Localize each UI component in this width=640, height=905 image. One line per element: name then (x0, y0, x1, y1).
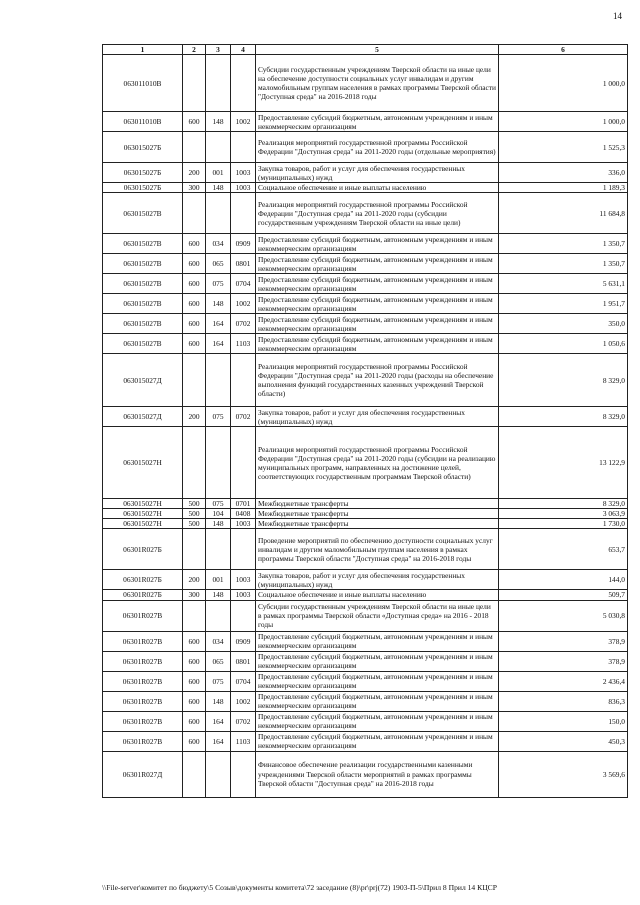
code-cell: 06301R027Д (103, 751, 183, 797)
table-row (103, 274, 628, 294)
table-row (103, 427, 628, 499)
subsection-code-cell (231, 529, 256, 570)
table-row (103, 334, 628, 354)
ministry-code-cell: 164 (206, 314, 231, 334)
table-row (103, 731, 628, 751)
description-cell: Предоставление субсидий бюджетным, автономным учреждениям и иным некоммерческим организациям (256, 334, 499, 354)
amount-cell: 11 684,8 (499, 193, 628, 234)
section-code-cell: 600 (183, 631, 206, 651)
subsection-code-cell: 0701 (231, 499, 256, 509)
description-cell: Предоставление субсидий бюджетным, автономным учреждениям и иным некоммерческим организациям (256, 671, 499, 691)
header-cell-3: 3 (206, 45, 231, 55)
header-cell-1: 1 (103, 45, 183, 55)
code-cell: 063015027В (103, 234, 183, 254)
description-cell: Предоставление субсидий бюджетным, автономным учреждениям и иным некоммерческим организациям (256, 112, 499, 132)
ministry-code-cell: 148 (206, 590, 231, 600)
table-row (103, 751, 628, 797)
table-row (103, 499, 628, 509)
subsection-code-cell: 0702 (231, 407, 256, 427)
subsection-code-cell: 1002 (231, 112, 256, 132)
header-cell-2: 2 (183, 45, 206, 55)
code-cell: 06301R027В (103, 651, 183, 671)
subsection-code-cell: 1002 (231, 294, 256, 314)
table-row (103, 509, 628, 519)
ministry-code-cell: 164 (206, 334, 231, 354)
section-code-cell: 200 (183, 570, 206, 590)
ministry-code-cell: 075 (206, 499, 231, 509)
description-cell: Предоставление субсидий бюджетным, автономным учреждениям и иным некоммерческим организациям (256, 691, 499, 711)
code-cell: 063015027Б (103, 132, 183, 163)
section-code-cell: 300 (183, 183, 206, 193)
description-cell: Субсидии государственным учреждениям Тверской области на иные цели в рамках программы Тверской области «Доступная среда» на 2016 - 2018 годы (256, 600, 499, 631)
code-cell: 063015027Д (103, 354, 183, 407)
subsection-code-cell: 1103 (231, 334, 256, 354)
subsection-code-cell (231, 132, 256, 163)
amount-cell: 836,3 (499, 691, 628, 711)
section-code-cell: 600 (183, 671, 206, 691)
table-row (103, 651, 628, 671)
code-cell: 06301R027В (103, 691, 183, 711)
subsection-code-cell: 0702 (231, 314, 256, 334)
subsection-code-cell: 0909 (231, 234, 256, 254)
ministry-code-cell: 034 (206, 234, 231, 254)
subsection-code-cell: 1003 (231, 570, 256, 590)
amount-cell: 8 329,0 (499, 354, 628, 407)
code-cell: 063015027В (103, 254, 183, 274)
ministry-code-cell (206, 600, 231, 631)
table-row (103, 671, 628, 691)
amount-cell: 8 329,0 (499, 407, 628, 427)
amount-cell: 3 063,9 (499, 509, 628, 519)
amount-cell: 1 189,3 (499, 183, 628, 193)
description-cell: Реализация мероприятий государственной программы Российской Федерации "Доступная среда" на 2011-2020 годы (субсидии государственным учреждениям Тверской области на иные цели) (256, 193, 499, 234)
code-cell: 063011010В (103, 112, 183, 132)
table-row (103, 294, 628, 314)
subsection-code-cell (231, 751, 256, 797)
ministry-code-cell (206, 751, 231, 797)
subsection-code-cell: 1003 (231, 183, 256, 193)
description-cell: Социальное обеспечение и иные выплаты населению (256, 183, 499, 193)
subsection-code-cell: 1003 (231, 519, 256, 529)
code-cell: 063015027В (103, 294, 183, 314)
table-row (103, 183, 628, 193)
description-cell: Предоставление субсидий бюджетным, автономным учреждениям и иным некоммерческим организациям (256, 651, 499, 671)
description-cell: Финансовое обеспечение реализации государственными казенными учреждениями Тверской области мероприятий в рамках программы Тверской области "Доступная среда" на 2016-2018 годы (256, 751, 499, 797)
table-row (103, 570, 628, 590)
section-code-cell (183, 751, 206, 797)
ministry-code-cell: 075 (206, 671, 231, 691)
amount-cell: 144,0 (499, 570, 628, 590)
table-row (103, 529, 628, 570)
amount-cell: 1 350,7 (499, 254, 628, 274)
code-cell: 063015027В (103, 334, 183, 354)
ministry-code-cell: 075 (206, 274, 231, 294)
table-row (103, 631, 628, 651)
subsection-code-cell: 0909 (231, 631, 256, 651)
section-code-cell: 200 (183, 407, 206, 427)
code-cell: 063015027Б (103, 183, 183, 193)
ministry-code-cell: 148 (206, 112, 231, 132)
header-cell-4: 4 (231, 45, 256, 55)
ministry-code-cell (206, 132, 231, 163)
subsection-code-cell: 1103 (231, 731, 256, 751)
section-code-cell: 600 (183, 711, 206, 731)
amount-cell: 1 000,0 (499, 112, 628, 132)
section-code-cell (183, 529, 206, 570)
table-row (103, 519, 628, 529)
amount-cell: 350,0 (499, 314, 628, 334)
description-cell: Предоставление субсидий бюджетным, автономным учреждениям и иным некоммерческим организациям (256, 711, 499, 731)
table-row (103, 193, 628, 234)
ministry-code-cell: 148 (206, 691, 231, 711)
description-cell: Закупка товаров, работ и услуг для обеспечения государственных (муниципальных) нужд (256, 570, 499, 590)
subsection-code-cell: 1002 (231, 691, 256, 711)
amount-cell: 336,0 (499, 163, 628, 183)
amount-cell: 1 000,0 (499, 55, 628, 112)
description-cell: Реализация мероприятий государственной программы Российской Федерации "Доступная среда" на 2011-2020 годы (расходы на обеспечение выполнения функций государственных казенных учреждений Тверской области) (256, 354, 499, 407)
description-cell: Предоставление субсидий бюджетным, автономным учреждениям и иным некоммерческим организациям (256, 314, 499, 334)
description-cell: Межбюджетные трансферты (256, 509, 499, 519)
table-row (103, 354, 628, 407)
code-cell: 06301R027В (103, 711, 183, 731)
description-cell: Предоставление субсидий бюджетным, автономным учреждениям и иным некоммерческим организациям (256, 731, 499, 751)
ministry-code-cell: 001 (206, 163, 231, 183)
code-cell: 063015027Н (103, 427, 183, 499)
ministry-code-cell: 148 (206, 294, 231, 314)
ministry-code-cell (206, 529, 231, 570)
section-code-cell: 500 (183, 519, 206, 529)
code-cell: 06301R027Б (103, 570, 183, 590)
amount-cell: 509,7 (499, 590, 628, 600)
table-row (103, 132, 628, 163)
amount-cell: 1 050,6 (499, 334, 628, 354)
section-code-cell: 600 (183, 691, 206, 711)
amount-cell: 1 951,7 (499, 294, 628, 314)
section-code-cell: 600 (183, 731, 206, 751)
description-cell: Межбюджетные трансферты (256, 499, 499, 509)
header-row (103, 45, 628, 55)
description-cell: Реализация мероприятий государственной программы Российской Федерации "Доступная среда" на 2011-2020 годы (отдельные мероприятия) (256, 132, 499, 163)
ministry-code-cell: 065 (206, 651, 231, 671)
section-code-cell: 200 (183, 163, 206, 183)
amount-cell: 3 569,6 (499, 751, 628, 797)
description-cell: Проведение мероприятий по обеспечению доступности социальных услуг инвалидам и другим маломобильным группам населения в рамках программы Тверской области "Доступная среда" на 2016-2018 годы (256, 529, 499, 570)
description-cell: Закупка товаров, работ и услуг для обеспечения государственных (муниципальных) нужд (256, 407, 499, 427)
subsection-code-cell (231, 193, 256, 234)
code-cell: 063015027Н (103, 499, 183, 509)
ministry-code-cell: 065 (206, 254, 231, 274)
code-cell: 063015027В (103, 314, 183, 334)
section-code-cell (183, 600, 206, 631)
amount-cell: 150,0 (499, 711, 628, 731)
amount-cell: 1 350,7 (499, 234, 628, 254)
ministry-code-cell: 104 (206, 509, 231, 519)
header-cell-5: 5 (256, 45, 499, 55)
description-cell: Предоставление субсидий бюджетным, автономным учреждениям и иным некоммерческим организациям (256, 274, 499, 294)
section-code-cell: 600 (183, 334, 206, 354)
code-cell: 063015027Д (103, 407, 183, 427)
amount-cell: 378,9 (499, 651, 628, 671)
table-body (103, 55, 628, 797)
ministry-code-cell (206, 354, 231, 407)
description-cell: Предоставление субсидий бюджетным, автономным учреждениям и иным некоммерческим организациям (256, 294, 499, 314)
table-row (103, 691, 628, 711)
code-cell: 063015027Б (103, 163, 183, 183)
ministry-code-cell: 148 (206, 519, 231, 529)
code-cell: 063011010В (103, 55, 183, 112)
ministry-code-cell (206, 55, 231, 112)
amount-cell: 1 525,3 (499, 132, 628, 163)
description-cell: Предоставление субсидий бюджетным, автономным учреждениям и иным некоммерческим организациям (256, 254, 499, 274)
subsection-code-cell: 0704 (231, 671, 256, 691)
amount-cell: 13 122,9 (499, 427, 628, 499)
amount-cell: 378,9 (499, 631, 628, 651)
description-cell: Предоставление субсидий бюджетным, автономным учреждениям и иным некоммерческим организациям (256, 631, 499, 651)
table-row (103, 112, 628, 132)
ministry-code-cell: 034 (206, 631, 231, 651)
code-cell: 06301R027Б (103, 529, 183, 570)
code-cell: 063015027Н (103, 519, 183, 529)
amount-cell: 5 030,8 (499, 600, 628, 631)
page-number: 14 (613, 11, 622, 21)
description-cell: Субсидии государственным учреждениям Тверской области на иные цели на обеспечение доступности социальных услуг инвалидам и другим маломобильным группам населения в рамках программы Тверской области "Доступная среда" на 2016-2018 годы (256, 55, 499, 112)
table-row (103, 600, 628, 631)
section-code-cell (183, 132, 206, 163)
table-row (103, 55, 628, 112)
header-cell-6: 6 (499, 45, 628, 55)
section-code-cell: 600 (183, 112, 206, 132)
subsection-code-cell: 0801 (231, 254, 256, 274)
code-cell: 06301R027В (103, 600, 183, 631)
subsection-code-cell: 1003 (231, 163, 256, 183)
ministry-code-cell (206, 193, 231, 234)
section-code-cell: 600 (183, 651, 206, 671)
code-cell: 063015027В (103, 274, 183, 294)
ministry-code-cell (206, 427, 231, 499)
section-code-cell (183, 55, 206, 112)
code-cell: 06301R027В (103, 671, 183, 691)
amount-cell: 8 329,0 (499, 499, 628, 509)
code-cell: 06301R027В (103, 731, 183, 751)
ministry-code-cell: 148 (206, 183, 231, 193)
subsection-code-cell: 0702 (231, 711, 256, 731)
code-cell: 06301R027В (103, 631, 183, 651)
amount-cell: 653,7 (499, 529, 628, 570)
table-row (103, 234, 628, 254)
description-cell: Социальное обеспечение и иные выплаты населению (256, 590, 499, 600)
code-cell: 06301R027Б (103, 590, 183, 600)
amount-cell: 450,3 (499, 731, 628, 751)
description-cell: Закупка товаров, работ и услуг для обеспечения государственных (муниципальных) нужд (256, 163, 499, 183)
footer-file-path: \\File-server\комитет по бюджету\5 Созыв\документы комитета\72 заседание (8)\pr\prj(72) 1903-П-5\Прил 8 Прил 14 КЦСР (102, 883, 497, 892)
amount-cell: 1 730,0 (499, 519, 628, 529)
section-code-cell: 500 (183, 499, 206, 509)
subsection-code-cell: 1003 (231, 590, 256, 600)
section-code-cell: 600 (183, 254, 206, 274)
budget-table (102, 44, 628, 798)
amount-cell: 2 436,4 (499, 671, 628, 691)
subsection-code-cell (231, 600, 256, 631)
description-cell: Реализация мероприятий государственной программы Российской Федерации "Доступная среда" на 2011-2020 годы (субсидии на реализацию муниципальных программ, направленных на достижение целей, соответствующих государственным программам Тверской области) (256, 427, 499, 499)
description-cell: Предоставление субсидий бюджетным, автономным учреждениям и иным некоммерческим организациям (256, 234, 499, 254)
subsection-code-cell (231, 354, 256, 407)
ministry-code-cell: 001 (206, 570, 231, 590)
subsection-code-cell: 0704 (231, 274, 256, 294)
section-code-cell: 600 (183, 314, 206, 334)
section-code-cell: 300 (183, 590, 206, 600)
table-row (103, 407, 628, 427)
amount-cell: 5 631,1 (499, 274, 628, 294)
code-cell: 063015027В (103, 193, 183, 234)
section-code-cell: 600 (183, 294, 206, 314)
ministry-code-cell: 075 (206, 407, 231, 427)
table-row (103, 254, 628, 274)
section-code-cell (183, 354, 206, 407)
subsection-code-cell (231, 55, 256, 112)
section-code-cell (183, 193, 206, 234)
subsection-code-cell: 0801 (231, 651, 256, 671)
description-cell: Межбюджетные трансферты (256, 519, 499, 529)
code-cell: 063015027Н (103, 509, 183, 519)
table-row (103, 163, 628, 183)
section-code-cell: 600 (183, 274, 206, 294)
table-row (103, 711, 628, 731)
table-row (103, 590, 628, 600)
ministry-code-cell: 164 (206, 711, 231, 731)
subsection-code-cell (231, 427, 256, 499)
ministry-code-cell: 164 (206, 731, 231, 751)
section-code-cell: 600 (183, 234, 206, 254)
table-row (103, 314, 628, 334)
subsection-code-cell: 0408 (231, 509, 256, 519)
section-code-cell: 500 (183, 509, 206, 519)
section-code-cell (183, 427, 206, 499)
